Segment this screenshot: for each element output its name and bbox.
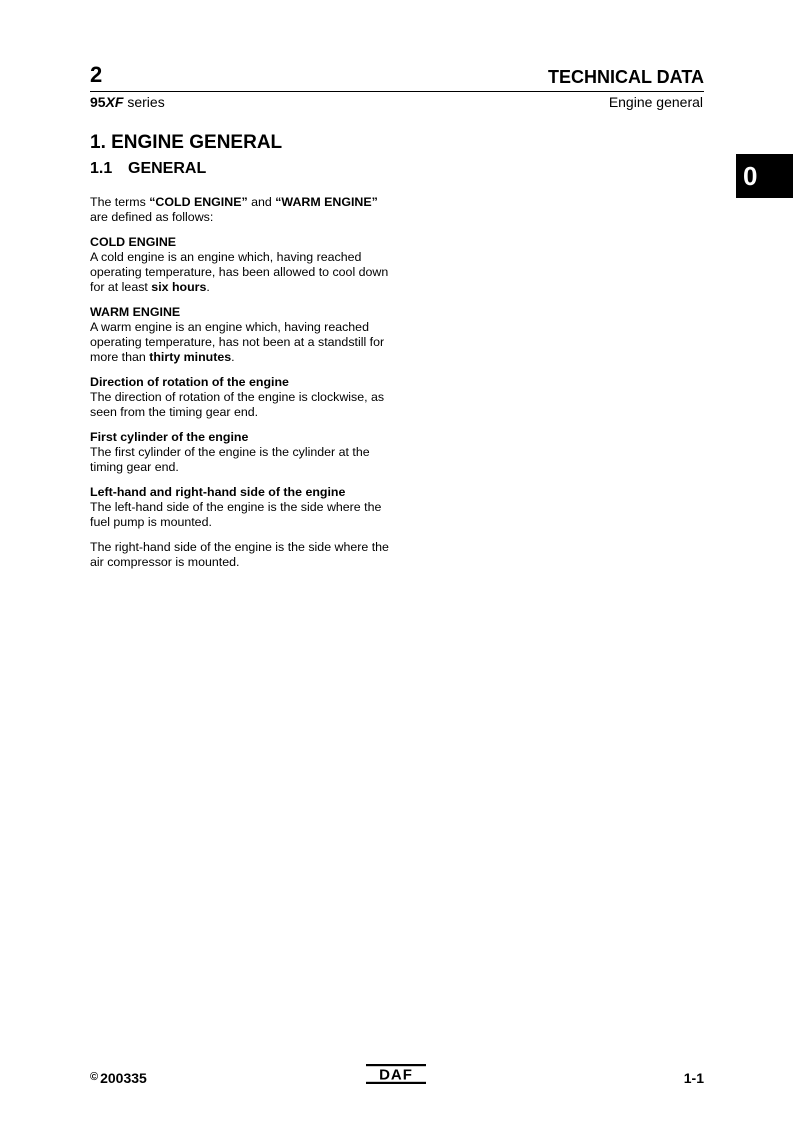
daf-logo-graphic <box>366 1064 426 1084</box>
warm-engine-text: A warm engine is an engine which, having reached operating temperature, has not been at a standstill for more than <box>90 320 385 364</box>
cold-engine-end: . <box>206 280 210 294</box>
heading-general <box>90 159 206 179</box>
first-cylinder-section <box>90 430 390 475</box>
warm-engine-end: . <box>231 350 235 364</box>
first-cylinder-title: First cylinder of the engine <box>90 430 249 444</box>
cold-engine-term: “COLD ENGINE” <box>149 195 248 209</box>
cold-engine-duration: six hours <box>151 280 207 294</box>
right-side-paragraph: The right-hand side of the engine is the side where the air compressor is mounted. <box>90 540 389 569</box>
rotation-text: The direction of rotation of the engine is clockwise, as seen from the timing gear end. <box>90 390 385 419</box>
intro-text-1: The terms <box>90 195 150 209</box>
sides-title: Left-hand and right-hand side of the engine <box>90 485 346 499</box>
chapter-number: 2 <box>90 62 103 87</box>
warm-engine-title: WARM ENGINE <box>90 305 181 319</box>
cold-engine-text: A cold engine is an engine which, having reached operating temperature, has been allowed to cool down for at least <box>90 250 389 294</box>
page-number: 1-1 <box>683 1070 704 1086</box>
body-content <box>90 195 390 580</box>
heading-title: GENERAL <box>128 160 207 177</box>
header-rule <box>90 91 704 92</box>
model-series <box>90 93 165 111</box>
intro-text-3: are defined as follows: <box>90 210 214 224</box>
first-cylinder-text: The first cylinder of the engine is the cylinder at the timing gear end. <box>90 445 370 474</box>
heading-engine-general: 1. ENGINE GENERAL <box>90 132 283 153</box>
warm-engine-term: “WARM ENGINE” <box>275 195 378 209</box>
sides-text: The left-hand side of the engine is the side where the fuel pump is mounted. <box>90 500 382 529</box>
cold-engine-section <box>90 235 390 295</box>
document-code: 200335 <box>100 1070 147 1086</box>
copyright-symbol: © <box>90 1071 99 1083</box>
model-suffix: series <box>123 94 165 110</box>
rotation-title: Direction of rotation of the engine <box>90 375 289 389</box>
cold-engine-title: COLD ENGINE <box>90 235 177 249</box>
chapter-tab: 0 <box>736 154 793 198</box>
intro-text-2: and <box>247 195 276 209</box>
model-prefix: 95 <box>90 94 106 110</box>
sides-section <box>90 485 390 530</box>
section-subtitle: Engine general <box>608 94 703 110</box>
daf-logo <box>366 1064 426 1089</box>
heading-number: 1.1 <box>90 160 113 177</box>
section-title: TECHNICAL DATA <box>548 67 704 87</box>
warm-engine-duration: thirty minutes <box>149 350 232 364</box>
warm-engine-section <box>90 305 390 365</box>
footer-copyright <box>90 1068 147 1087</box>
model-italic: XF <box>105 94 124 110</box>
intro-paragraph <box>90 195 390 225</box>
logo-text: DAF <box>379 1066 413 1084</box>
rotation-section <box>90 375 390 420</box>
